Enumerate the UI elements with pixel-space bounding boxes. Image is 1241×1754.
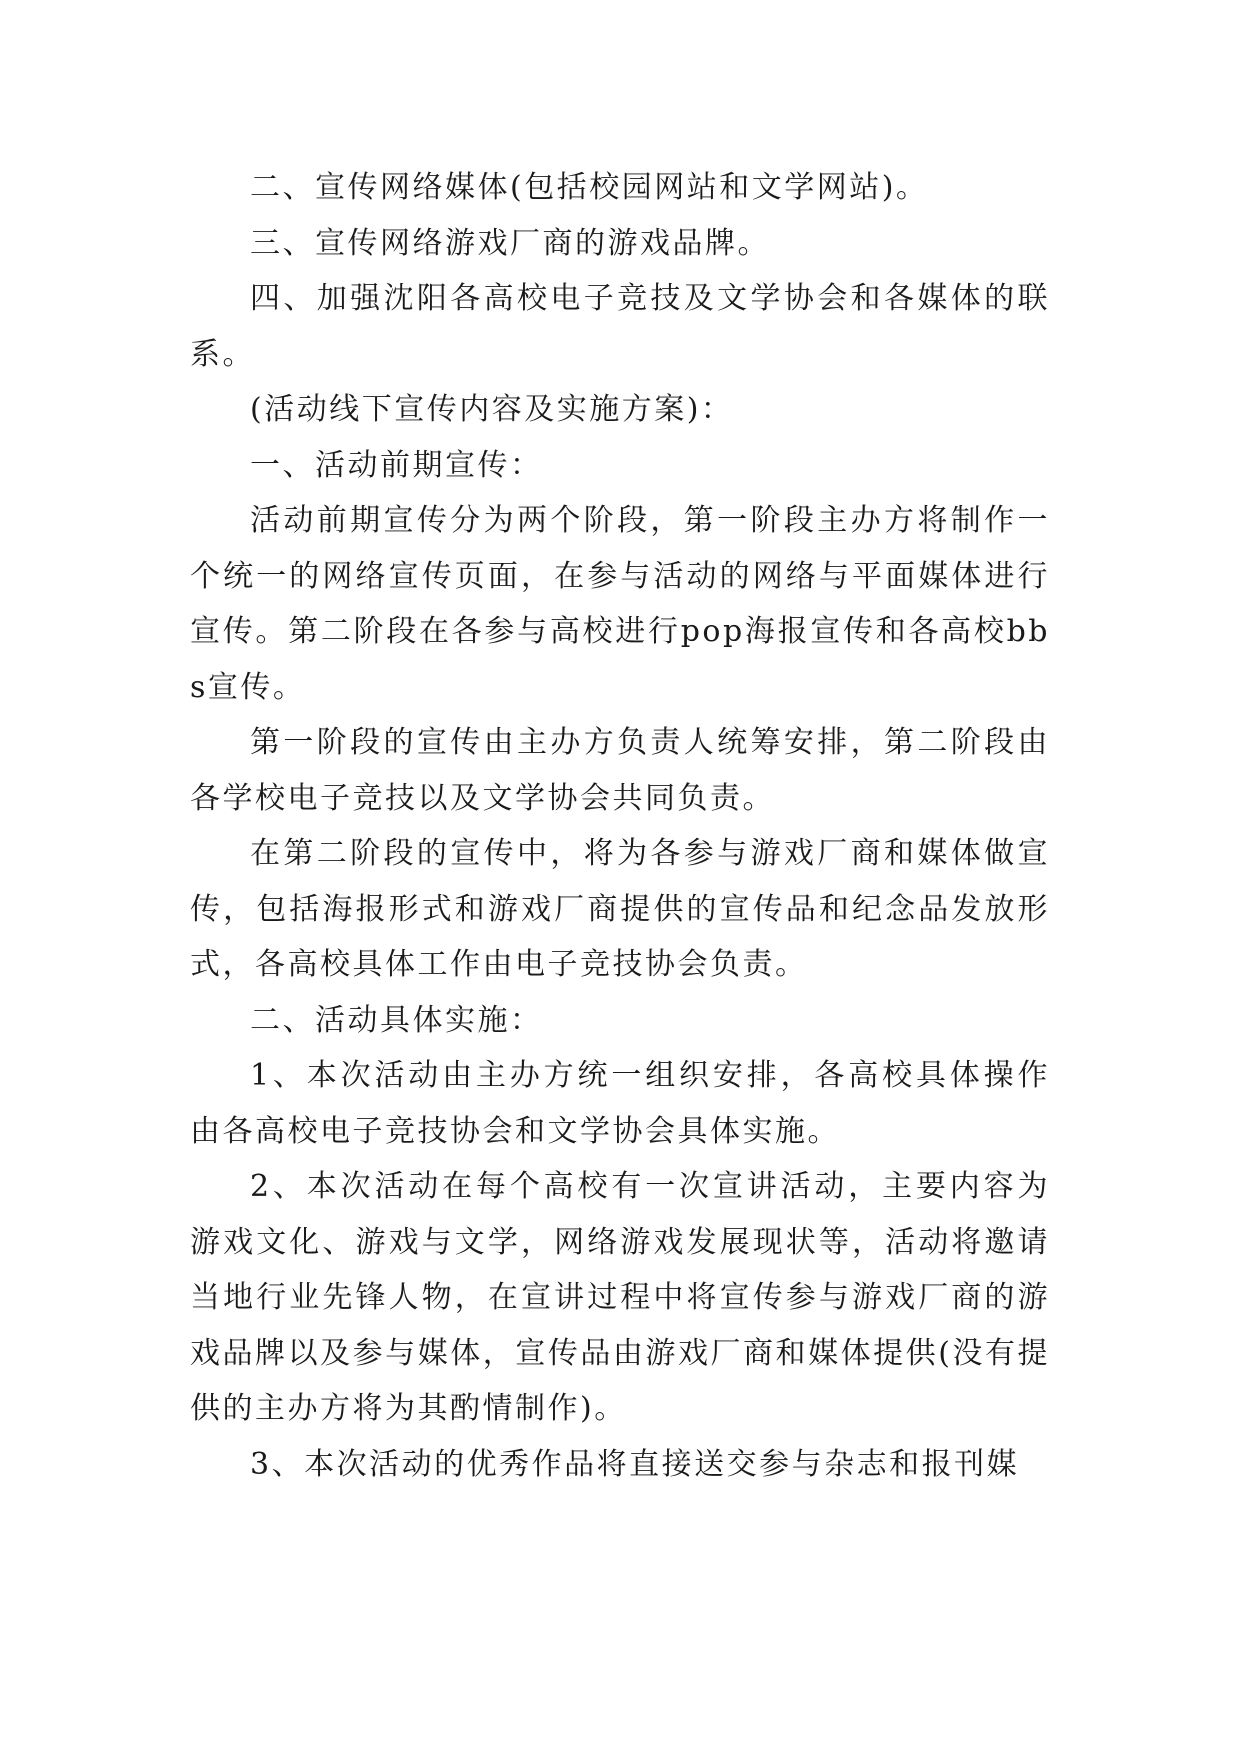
- paragraph-item-2: 2、本次活动在每个高校有一次宣讲活动，主要内容为游戏文化、游戏与文学，网络游戏发展现状等，活动将邀请当地行业先锋人物，在宣讲过程中将宣传参与游戏厂商的游戏品牌以及参与媒体，宣传品由游戏厂商和媒体提供(没有提供的主办方将为其酌情制作)。: [190, 1169, 1050, 1426]
- paragraph-promote-brands: 三、宣传网络游戏厂商的游戏品牌。: [250, 225, 770, 261]
- paragraph-promote-media: 二、宣传网络媒体(包括校园网站和文学网站)。: [250, 170, 929, 205]
- paragraph-two-phases: 活动前期宣传分为两个阶段，第一阶段主办方将制作一个统一的网络宣传页面，在参与活动的网络与平面媒体进行宣传。第二阶段在各参与高校进行pop海报宣传和各高校bbs宣传。: [190, 503, 1050, 705]
- section-heading-offline-plan: (活动线下宣传内容及实施方案)：: [250, 392, 734, 427]
- paragraph-item-3: 3、本次活动的优秀作品将直接送交参与杂志和报刊媒: [250, 1446, 1020, 1482]
- paragraph-phase-responsibility: 第一阶段的宣传由主办方负责人统筹安排，第二阶段由各学校电子竞技以及文学协会共同负责。: [190, 725, 1050, 816]
- paragraph-item-1: 1、本次活动由主办方统一组织安排，各高校具体操作由各高校电子竞技协会和文学协会具体实施。: [190, 1058, 1050, 1149]
- section-heading-pre-promotion: 一、活动前期宣传：: [250, 447, 543, 483]
- paragraph-phase-two-details: 在第二阶段的宣传中，将为各参与游戏厂商和媒体做宣传，包括海报形式和游戏厂商提供的宣传品和纪念品发放形式，各高校具体工作由电子竞技协会负责。: [190, 836, 1050, 982]
- section-heading-implementation: 二、活动具体实施：: [250, 1002, 543, 1038]
- document-page: [190, 160, 1050, 1492]
- paragraph-strengthen-ties: 四、加强沈阳各高校电子竞技及文学协会和各媒体的联系。: [190, 281, 1050, 372]
